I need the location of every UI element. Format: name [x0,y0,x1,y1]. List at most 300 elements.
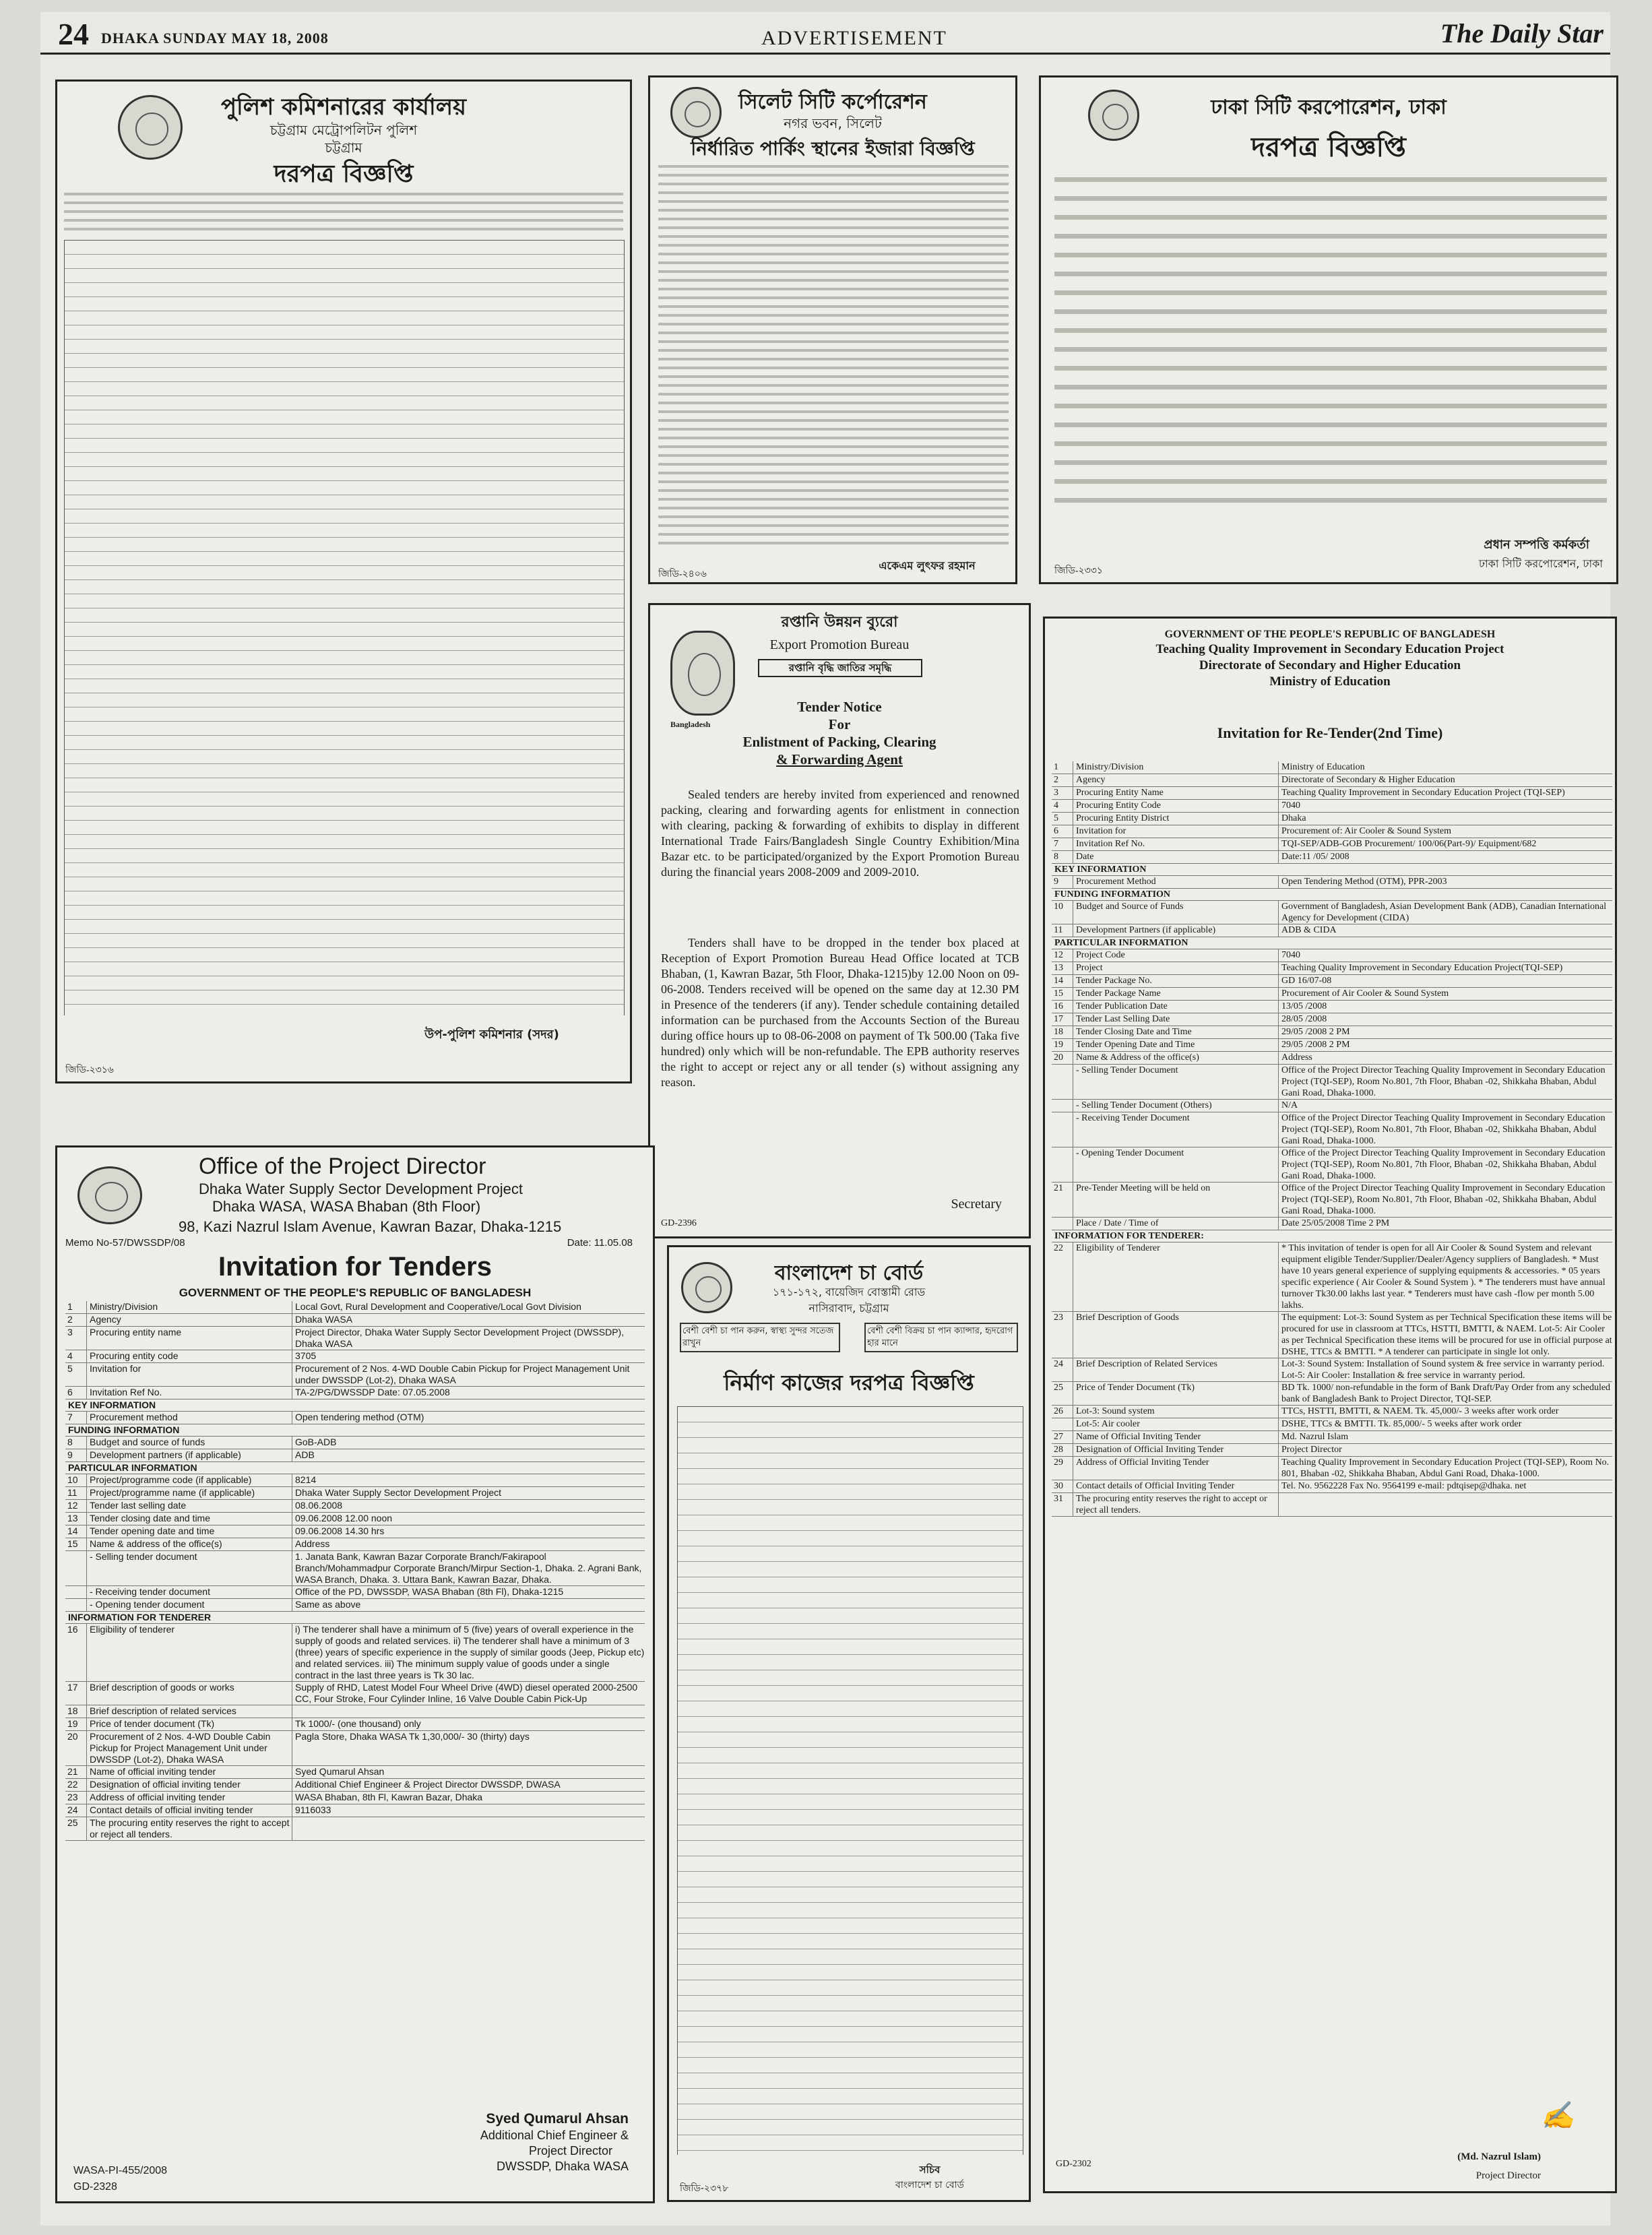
row-label: Designation of official inviting tender [87,1779,292,1791]
epb-ref: GD-2396 [661,1218,697,1228]
wasa-signer-org: DWSSDP, Dhaka WASA [496,2160,629,2173]
table-section-heading: PARTICULAR INFORMATION [1052,937,1612,949]
row-number: 4 [1052,800,1073,812]
row-value: Office of the Project Director Teaching Quality Improvement in Secondary Education Project (TQI-SEP), Room No.801, 7th Floor, Bhaban -02, Shikkaha Bhaban, Abdul Gani Road, Dhaka-1000. [1281,1148,1606,1181]
row-value: TA-2/PG/DWSSDP Date: 07.05.2008 [295,1387,450,1397]
wasa-gov: GOVERNMENT OF THE PEOPLE'S REPUBLIC OF BANGLADESH [179,1286,532,1299]
row-number: 14 [65,1525,87,1538]
table-row [1052,1147,1612,1183]
wasa-memo: Memo No-57/DWSSDP/08 [65,1237,185,1249]
row-value: Project Director [1281,1445,1342,1455]
row-value: 09.06.2008 12.00 noon [295,1513,393,1523]
row-label: Invitation for [1073,825,1279,838]
row-label: Lot-3: Sound system [1073,1406,1279,1418]
row-value: 1. Janata Bank, Kawran Bazar Corporate Branch/Fakirapool Branch/Mohammadpur Corporate Branch/Mirpur Section-1, Dhaka. 2. Agrani Bank, WASA Branch, Dhaka. 3. Uttara Bank, Kawran Bazar, Dhaka. [295,1551,642,1585]
epb-signer: Secretary [951,1197,1002,1211]
table-row [65,1387,645,1399]
row-value: Dhaka Water Supply Sector Development Project [295,1487,502,1498]
table-row [1052,1100,1612,1112]
row-number: 24 [65,1804,87,1817]
ad-sylhet-parking [648,75,1017,584]
row-label: Project/programme code (if applicable) [87,1474,292,1486]
tea-details-table [677,1406,1023,2155]
tqi-ministry: Ministry of Education [1269,674,1391,689]
row-value [1279,1493,1612,1516]
epb-para2: Tenders shall have to be dropped in the tender box placed at Reception of Export Promotion Bureau Head Office located at TCB Bhaban, (1, Kawran Bazar, 5th Floor, Dhaka-1215)by 12.00 Noon on 09-06-2008. Tenders received will be opened on the same day at 12.30 PM in Presence of the tenderers (if any). Tender schedule containing detailed information can be purchased from the Accounts Section of the Bureau during office hours up to 08-06-2008 on payment of Tk 500.00 (Taka five hundred) only which will be non-refundable. The EPB authority reserves the right to accept or reject any or all tender (s) without assigning any reason. [661,936,1019,1089]
row-number: 6 [1052,825,1073,838]
table-row [1052,1218,1612,1230]
row-label: - Selling tender document [87,1551,292,1585]
row-label: Designation of Official Inviting Tender [1073,1444,1279,1456]
row-value [292,1817,645,1840]
row-label: Name & address of the office(s) [87,1538,292,1550]
table-row [1052,851,1612,864]
row-number: 1 [65,1301,87,1313]
table-row [1052,1112,1612,1147]
tqi-details-table [1052,761,1612,1517]
row-label: Tender Closing Date and Time [1073,1026,1279,1038]
row-label: Place / Date / Time of [1073,1218,1279,1230]
row-number: 16 [65,1624,87,1681]
police-intro-text [64,193,623,237]
row-number: 18 [65,1705,87,1718]
row-number: 9 [65,1449,87,1461]
table-row [65,1779,645,1792]
table-section-heading: INFORMATION FOR TENDERER: [1052,1230,1612,1242]
row-number: 31 [1052,1493,1073,1516]
row-label: Procurement of 2 Nos. 4-WD Double Cabin Pickup for Project Management Unit under DWSSDP (Lot-2), Dhaka WASA [87,1731,292,1765]
sylhet-subtitle: নগর ভবন, সিলেট [784,115,882,131]
wasa-project: Dhaka Water Supply Sector Development Project [199,1181,523,1197]
table-row [1052,761,1612,774]
row-value: Office of the Project Director Teaching Quality Improvement in Secondary Education Project (TQI-SEP), Room No.801, 7th Floor, Bhaban -02, Shikkaha Bhaban, Abdul Gani Road, Dhaka-1000. [1281,1183,1606,1216]
row-label: Brief description of related services [87,1705,292,1718]
ad-epb-tender [648,603,1031,1238]
row-number: 6 [65,1387,87,1399]
row-number: 13 [1052,962,1073,974]
row-number: 18 [1052,1026,1073,1038]
row-label: Budget and source of funds [87,1437,292,1449]
ad-tea-board-tender [667,1245,1031,2202]
row-value: Date 25/05/2008 Time 2 PM [1281,1218,1390,1228]
row-value: WASA Bhaban, 8th Fl, Kawran Bazar, Dhaka [295,1792,483,1802]
row-number: 11 [65,1487,87,1499]
row-label: Development partners (if applicable) [87,1449,292,1461]
row-label: Lot-5: Air cooler [1073,1418,1279,1430]
table-row [1052,975,1612,988]
row-value: Dhaka [1281,813,1306,823]
page-number: 24 [58,17,89,51]
row-label: Procuring entity code [87,1350,292,1362]
row-label: - Selling Tender Document (Others) [1073,1100,1279,1112]
table-row [65,1487,645,1500]
table-row [1052,1382,1612,1406]
row-number: 1 [1052,761,1073,774]
row-number: 13 [65,1513,87,1525]
tea-ref: জিডি-২৩৭৮ [680,2183,729,2194]
row-number [1052,1218,1073,1230]
row-value: Additional Chief Engineer & Project Director DWSSDP, DWASA [295,1779,561,1790]
table-row [65,1551,645,1586]
row-number: 23 [65,1792,87,1804]
row-value: TQI-SEP/ADB-GOB Procurement/ 100/06(Part-9)/ Equipment/682 [1281,839,1537,849]
police-ref: জিডি-২৩১৬ [65,1065,114,1075]
row-label: - Opening tender document [87,1599,292,1611]
row-label: Tender closing date and time [87,1513,292,1525]
row-label: Name of official inviting tender [87,1766,292,1778]
row-value: GoB-ADB [295,1437,337,1447]
wasa-signer: Syed Qumarul Ahsan [486,2111,629,2127]
row-number: 10 [1052,901,1073,924]
table-row [1052,924,1612,937]
row-number: 27 [1052,1431,1073,1443]
row-label: Tender Publication Date [1073,1001,1279,1013]
row-value: 8214 [295,1474,317,1485]
epb-para1: Sealed tenders are hereby invited from experienced and renowned packing, clearing and forwarding agents for enlistment in connection with clearing, packing & forwarding of exhibits to display in different International Trade Fairs/Bangladesh Single Country Exhibition/Mina Bazar etc. to be participated/organized by the Export Promotion Bureau during the financial years 2008-2009 and 2009-2010. [661,788,1019,879]
row-value: Pagla Store, Dhaka WASA Tk 1,30,000/- 30 (thirty) days [295,1731,530,1742]
row-value: * This invitation of tender is open for all Air Cooler & Sound System and relevant equipment eligible Tender/Supplier/Dealer/Agency suppliers of Bangladesh. * Must have 10 years general experience of supplying equipments & accessories. * 05 years specific experience ( Air Cooler & Sound System ). * The tenderers must have annual turnover Tk30.00 lakhs last year. * Tenderers must have cash -flow per month 5.00 lakhs. [1281,1243,1606,1311]
table-row [65,1513,645,1525]
table-row [1052,787,1612,800]
row-label: Development Partners (if applicable) [1073,924,1279,937]
row-label: Date [1073,851,1279,863]
police-title: দরপত্র বিজ্ঞপ্তি [274,160,414,188]
row-number: 20 [1052,1052,1073,1064]
row-number: 15 [1052,988,1073,1000]
row-number: 22 [1052,1242,1073,1311]
row-value: TTCs, HSTTI, BMTTI, & NAEM. Tk. 45,000/- 3 weeks after work order [1281,1406,1559,1416]
table-section-heading: KEY INFORMATION [65,1399,645,1412]
row-number: 21 [65,1766,87,1778]
epb-org-bn: রপ্তানি উন্নয়ন ব্যুরো [781,614,898,631]
table-row [65,1731,645,1766]
tea-signer: সচিব [919,2164,941,2176]
row-number: 5 [65,1363,87,1386]
row-value: Office of the PD, DWSSDP, WASA Bhaban (8th Fl), Dhaka-1215 [295,1586,564,1597]
row-label: Procuring Entity District [1073,813,1279,825]
row-value: Syed Qumarul Ahsan [295,1766,385,1777]
table-row [1052,1358,1612,1382]
table-row [1052,1312,1612,1358]
row-label: Eligibility of Tenderer [1073,1242,1279,1311]
dcc-body-text [1054,177,1607,517]
ad-tqi-sep-retender [1043,617,1617,2193]
row-label: - Receiving Tender Document [1073,1112,1279,1147]
row-number: 17 [65,1682,87,1705]
row-value: N/A [1281,1100,1298,1110]
sylhet-signer: একেএম লুৎফর রহমান [879,559,976,572]
table-row [1052,1065,1612,1100]
epb-notice-line1: Tender Notice [797,699,882,715]
table-row [1052,1052,1612,1065]
row-label: - Receiving tender document [87,1586,292,1598]
table-row [1052,876,1612,889]
row-value: Teaching Quality Improvement in Secondary Education Project(TQI-SEP) [1281,963,1563,973]
wasa-title: Invitation for Tenders [218,1252,492,1282]
table-section-heading: FUNDING INFORMATION [65,1424,645,1437]
row-number [1052,1418,1073,1430]
row-number: 12 [1052,949,1073,962]
row-number: 28 [1052,1444,1073,1456]
table-row [65,1412,645,1424]
table-row [65,1766,645,1779]
row-label: Procurement method [87,1412,292,1424]
signature-mark: ✍ [1541,2100,1575,2131]
tea-org: বাংলাদেশ চা বোর্ড [774,1261,924,1285]
row-number [1052,1147,1073,1182]
table-row [65,1599,645,1612]
newspaper-brand: The Daily Star [1440,18,1603,49]
table-row [65,1624,645,1682]
row-number: 15 [65,1538,87,1550]
table-row [65,1525,645,1538]
row-label: Procurement Method [1073,876,1279,888]
row-value: Address [1281,1052,1312,1063]
ad-police-tender [55,80,632,1083]
table-row [1052,1431,1612,1444]
table-row [1052,1001,1612,1013]
row-value: 3705 [295,1350,317,1361]
table-section-heading: PARTICULAR INFORMATION [65,1462,645,1474]
table-row [1052,838,1612,851]
row-label: Name of Official Inviting Tender [1073,1431,1279,1443]
row-value: 7040 [1281,800,1300,811]
row-value: i) The tenderer shall have a minimum of 5 (five) years of overall experience in the supply of goods and related services. ii) The tenderer shall have a minimum of 3 (three) years of specific experience in the supply of similar goods (Jeep, Pickup etc) and related services. iii) The minimum supply value of goods under a single contract in the last three years is Tk 30 lac. [295,1624,645,1680]
police-details-table [64,240,625,1015]
row-number: 19 [1052,1039,1073,1051]
wasa-building: Dhaka WASA, WASA Bhaban (8th Floor) [212,1198,481,1215]
table-row [65,1586,645,1599]
epb-notice-line4: & Forwarding Agent [776,751,903,767]
row-number: 2 [1052,774,1073,786]
table-row [1052,901,1612,924]
row-label: Address of Official Inviting Tender [1073,1457,1279,1480]
row-number [1052,1100,1073,1112]
row-number: 29 [1052,1457,1073,1480]
row-value: 9116033 [295,1804,331,1815]
row-label: Project/programme name (if applicable) [87,1487,292,1499]
row-number: 25 [65,1817,87,1840]
row-value: Office of the Project Director Teaching Quality Improvement in Secondary Education Project (TQI-SEP), Room No.801, 7th Floor, Bhaban -02, Shikkaha Bhaban, Abdul Gani Road, Dhaka-1000. [1281,1065,1606,1098]
row-number: 7 [1052,838,1073,850]
wasa-office: Office of the Project Director [199,1154,486,1179]
row-value: Teaching Quality Improvement in Secondary Education Project (TQI-SEP), Room No. 801, Bhaban -02, Shikkaha Bhaban, Abdul Gani Road, Dhaka-1000. [1281,1457,1610,1479]
table-row [1052,962,1612,975]
tea-address: ১৭১-১৭২, বায়েজিদ বোস্তামী রোড [772,1286,926,1298]
wasa-address: 98, Kazi Nazrul Islam Avenue, Kawran Bazar, Dhaka-1215 [179,1218,562,1235]
sylhet-title: নির্ধারিত পার্কিং স্থানের ইজারা বিজ্ঞপ্তি [691,137,975,160]
wasa-ref1: WASA-PI-455/2008 [73,2165,168,2176]
table-row [1052,949,1612,962]
row-label: Procuring Entity Name [1073,787,1279,799]
row-number: 14 [1052,975,1073,987]
row-label: Price of tender document (Tk) [87,1718,292,1730]
police-subtitle: চট্টগ্রাম মেট্রোপলিটন পুলিশ [269,122,418,138]
row-value: 08.06.2008 [295,1500,343,1511]
row-label: Procuring Entity Code [1073,800,1279,812]
row-value: Supply of RHD, Latest Model Four Wheel Drive (4WD) diesel operated 2000-2500 CC, Four Stroke, Four Cylinder Inline, 16 Valve Double Cabin Pick-Up [295,1682,638,1704]
row-label: Price of Tender Document (Tk) [1073,1382,1279,1405]
row-value: Teaching Quality Improvement in Secondary Education Project (TQI-SEP) [1281,788,1565,798]
row-number: 20 [65,1731,87,1765]
row-label: Pre-Tender Meeting will be held on [1073,1183,1279,1217]
table-row [1052,1026,1612,1039]
row-label: Tender Package No. [1073,975,1279,987]
tqi-directorate: Directorate of Secondary and Higher Education [1199,658,1461,672]
table-row [65,1350,645,1363]
table-row [1052,1457,1612,1480]
table-row [65,1500,645,1513]
wasa-ref2: GD-2328 [73,2181,117,2193]
table-row [1052,1493,1612,1517]
wasa-details-table [65,1301,645,1841]
row-label: The procuring entity reserves the right to accept or reject all tenders. [87,1817,292,1840]
row-number [65,1599,87,1611]
row-label: Invitation Ref No. [1073,838,1279,850]
row-number: 11 [1052,924,1073,937]
row-number [65,1586,87,1598]
tqi-ref: GD-2302 [1056,2159,1091,2169]
row-label: Invitation for [87,1363,292,1386]
row-number: 17 [1052,1013,1073,1026]
table-row [65,1538,645,1551]
dcc-office: ঢাকা সিটি করপোরেশন, ঢাকা [1211,96,1447,119]
row-number [1052,1065,1073,1099]
row-number: 19 [65,1718,87,1730]
issue-date: DHAKA SUNDAY MAY 18, 2008 [101,30,329,46]
row-value: DSHE, TTCs & BMTTI. Tk. 85,000/- 5 weeks after work order [1281,1419,1522,1429]
table-row [1052,1480,1612,1493]
row-number: 30 [1052,1480,1073,1492]
row-number: 7 [65,1412,87,1424]
row-number: 3 [1052,787,1073,799]
table-row [1052,1013,1612,1026]
row-value: Same as above [295,1599,361,1610]
table-row [65,1363,645,1387]
row-number: 23 [1052,1312,1073,1358]
police-office: পুলিশ কমিশনারের কার্যালয় [220,94,467,121]
table-row [65,1804,645,1817]
tea-slogan-right: বেশী বেশী বিক্রয় চা পান ক্যান্সার, হৃদরোগ হার মানে [864,1323,1018,1352]
epb-country: Bangladesh [670,720,711,729]
row-value: Procurement of Air Cooler & Sound System [1281,988,1449,999]
row-label: Project [1073,962,1279,974]
row-value: Date:11 /05/ 2008 [1281,852,1349,862]
sylhet-office: সিলেট সিটি কর্পোরেশন [738,90,927,114]
section-label: ADVERTISEMENT [761,27,947,49]
row-number: 12 [65,1500,87,1512]
epb-slogan: রপ্তানি বৃদ্ধি জাতির সমৃদ্ধি [758,659,922,677]
wasa-signer-title: Additional Chief Engineer & [480,2129,629,2142]
row-number: 24 [1052,1358,1073,1381]
row-label: Brief Description of Related Services [1073,1358,1279,1381]
dcc-signer: প্রধান সম্পত্তি কর্মকর্তা [1484,538,1589,552]
row-label: Invitation Ref No. [87,1387,292,1399]
row-label: Eligibility of tenderer [87,1624,292,1681]
sylhet-ref: জিডি-২৪০৬ [658,569,707,579]
row-label: Tender last selling date [87,1500,292,1512]
row-label: Ministry/Division [87,1301,292,1313]
table-section-heading: KEY INFORMATION [1052,864,1612,876]
table-row [65,1474,645,1487]
row-number: 25 [1052,1382,1073,1405]
row-label: Tender Package Name [1073,988,1279,1000]
table-row [1052,988,1612,1001]
wasa-logo-icon [77,1166,142,1224]
table-row [65,1437,645,1449]
row-number: 4 [65,1350,87,1362]
row-value: 09.06.2008 14.30 hrs [295,1525,385,1536]
table-row [1052,1242,1612,1312]
tqi-gov: GOVERNMENT OF THE PEOPLE'S REPUBLIC OF BANGLADESH [1164,629,1496,640]
row-value: GD 16/07-08 [1281,976,1332,986]
dcc-signer-org: ঢাকা সিটি করপোরেশন, ঢাকা [1478,557,1603,570]
row-number: 8 [1052,851,1073,863]
row-number [65,1551,87,1585]
row-value: Procurement of 2 Nos. 4-WD Double Cabin Pickup for Project Management Unit under DWSSDP (Lot-2), Dhaka WASA [295,1363,630,1385]
row-number: 21 [1052,1183,1073,1217]
row-number: 5 [1052,813,1073,825]
row-value: Tk 1000/- (one thousand) only [295,1718,421,1729]
row-number: 2 [65,1314,87,1326]
tea-city: নাসিরাবাদ, চট্টগ্রাম [808,1302,889,1315]
row-label: Tender opening date and time [87,1525,292,1538]
row-number: 8 [65,1437,87,1449]
row-label: Brief description of goods or works [87,1682,292,1705]
row-value: Government of Bangladesh, Asian Development Bank (ADB), Canadian International Agency for Development (CIDA) [1281,902,1607,923]
row-number [1052,1112,1073,1147]
row-value: Dhaka WASA [295,1314,353,1325]
table-row [65,1301,645,1314]
row-label: - Selling Tender Document [1073,1065,1279,1099]
row-label: Procuring entity name [87,1327,292,1350]
table-row [1052,1406,1612,1418]
row-value: Open Tendering Method (OTM), PPR-2003 [1281,877,1447,887]
table-section-heading: FUNDING INFORMATION [1052,889,1612,901]
row-label: Address of official inviting tender [87,1792,292,1804]
row-label: Contact details of official inviting tender [87,1804,292,1817]
row-value: Address [295,1538,330,1549]
row-label: Ministry/Division [1073,761,1279,774]
table-row [65,1327,645,1350]
row-value: Open tendering method (OTM) [295,1412,424,1422]
row-value: Project Director, Dhaka Water Supply Sector Development Project (DWSSDP), Dhaka WASA [295,1327,625,1349]
tea-title: নির্মাণ কাজের দরপত্র বিজ্ঞপ্তি [724,1370,974,1395]
table-row [65,1314,645,1327]
tea-slogan-left: বেশী বেশী চা পান করুন, স্বাস্থ্য সুন্দর সতেজ রাখুন [680,1323,840,1352]
row-number: 16 [1052,1001,1073,1013]
ad-dcc-tender [1039,75,1618,584]
row-label: Project Code [1073,949,1279,962]
table-row [65,1682,645,1705]
table-row [1052,813,1612,825]
row-label: - Opening Tender Document [1073,1147,1279,1182]
wasa-signer-title2: Project Director [528,2144,612,2158]
table-row [1052,774,1612,787]
epb-org-en: Export Promotion Bureau [769,637,910,652]
row-value: ADB & CIDA [1281,925,1337,935]
table-row [65,1718,645,1731]
row-value: Md. Nazrul Islam [1281,1432,1349,1442]
row-value: 7040 [1281,950,1300,960]
row-value: Tel. No. 9562228 Fax No. 9564199 e-mail: pdtqisep@dhaka. net [1281,1481,1527,1491]
sylhet-body-text [658,165,1009,550]
tqi-signer-title: Project Director [1475,2170,1541,2181]
masthead [40,12,1610,55]
tqi-signer: (Md. Nazrul Islam) [1457,2151,1541,2162]
wasa-date: Date: 11.05.08 [567,1237,633,1249]
row-label: Tender Opening Date and Time [1073,1039,1279,1051]
